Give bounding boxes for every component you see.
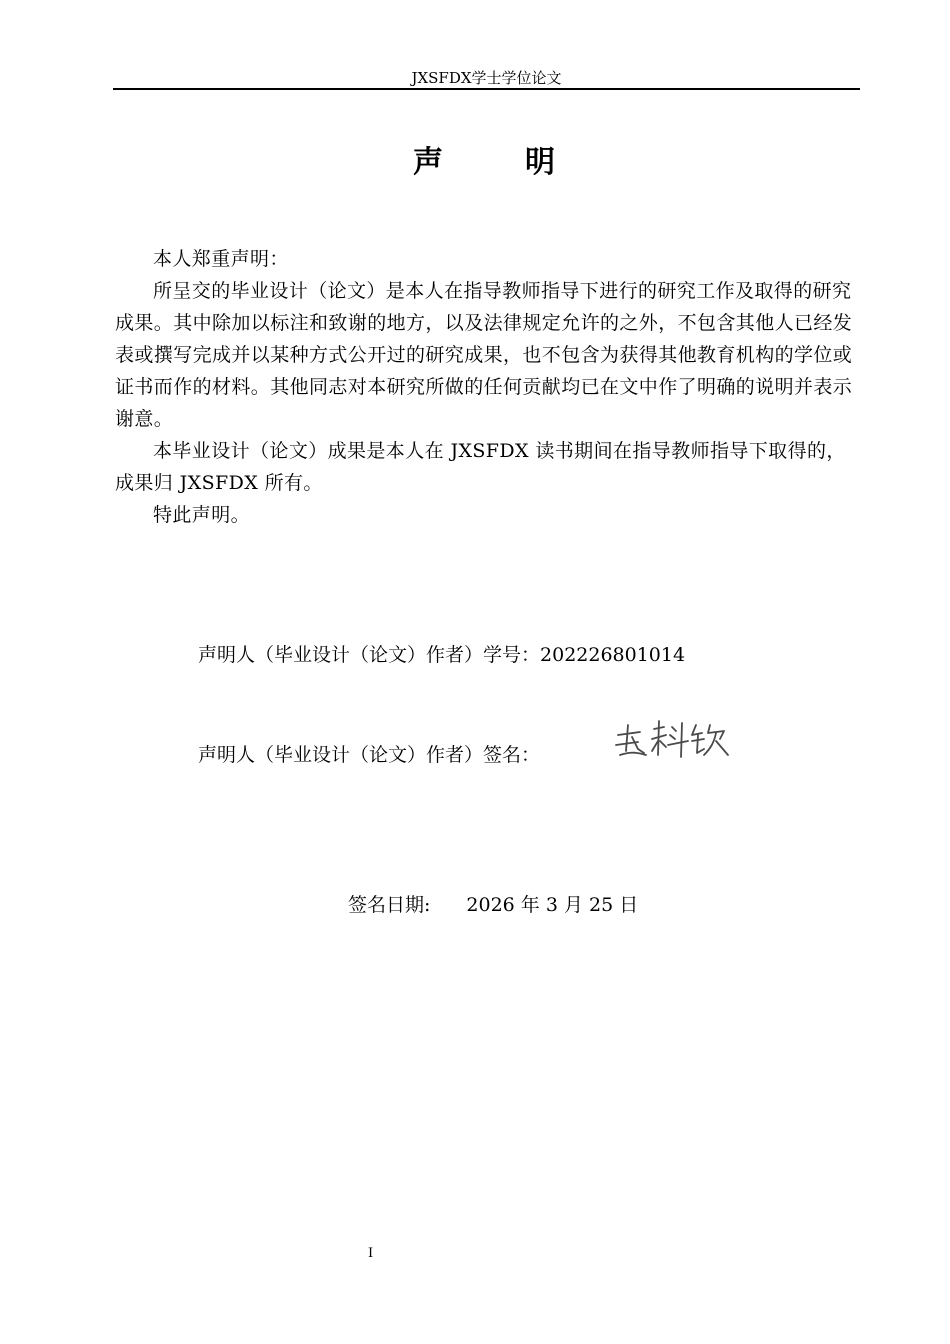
date-label: 签名日期: bbox=[348, 894, 431, 916]
paragraph-originality: 所呈交的毕业设计（论文）是本人在指导教师指导下进行的研究工作及取得的研究成果。其中除加以标注和致谢的地方，以及法律规定允许的之外，不包含其他人已经发表或撰写完成并以某种方式公开过的研究成果，也不包含为获得其他教育机构的学位或证书而作的材料。其他同志对本研究所做的任何贡献均已在文中作了明确的说明并表示谢意。 bbox=[115, 280, 853, 430]
signature-date-row bbox=[348, 890, 638, 920]
paragraph-ownership: 本毕业设计（论文）成果是本人在 JXSFDX 读书期间在指导教师指导下取得的，成果归 JXSFDX 所有。 bbox=[115, 440, 846, 494]
running-header: JXSFDX学士学位论文 bbox=[411, 69, 562, 87]
handwritten-signature bbox=[612, 715, 732, 765]
signature-row bbox=[198, 740, 540, 770]
opening-line: 本人郑重声明： bbox=[153, 248, 289, 270]
student-id-value: 202226801014 bbox=[540, 644, 686, 666]
page-title bbox=[0, 138, 950, 188]
signature-label: 声明人（毕业设计（论文）作者）签名： bbox=[198, 744, 541, 766]
page-number: I bbox=[368, 1246, 374, 1261]
title-char-1: 声 bbox=[413, 145, 443, 180]
date-value: 2026 年 3 月 25 日 bbox=[466, 894, 639, 916]
declaration-body bbox=[115, 243, 860, 531]
student-id-row bbox=[198, 640, 685, 670]
title-char-2: 明 bbox=[525, 145, 555, 180]
header-rule bbox=[113, 88, 860, 90]
student-id-label: 声明人（毕业设计（论文）作者）学号： bbox=[198, 644, 541, 666]
closing-line: 特此声明。 bbox=[153, 504, 251, 526]
